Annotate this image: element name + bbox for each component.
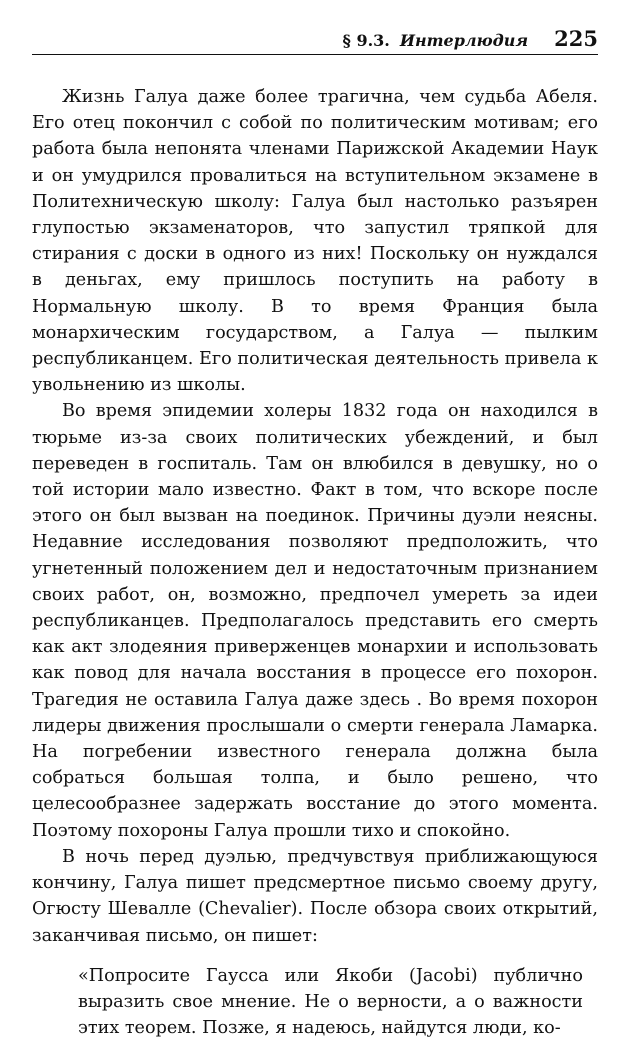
section-number: § 9.3. xyxy=(342,31,390,50)
paragraph-3: В ночь перед дуэлью, предчувствуя приближающуюся кончину, Галуа пишет предсмертное письмо своему другу, Огюсту Шевалле (Chevalier). После обзора своих открытий, заканчивая письмо, он пишет: xyxy=(32,846,598,946)
letter-quote: «Попросите Гаусса или Якоби (Jacobi) публично выразить свое мнение. Не о верности, а о важности этих теорем. Позже, я надеюсь, найдутся люди, ко- xyxy=(78,965,583,1039)
running-header xyxy=(32,26,598,54)
body-text xyxy=(32,84,598,1041)
section-title: Интерлюдия xyxy=(399,31,529,50)
header-rule xyxy=(32,54,598,55)
paragraph-1: Жизнь Галуа даже более трагична, чем судьба Абеля. Его отец покончил с собой по политическим мотивам; его работа была непонята членами Парижской Академии Наук и он умудрился провалиться на вступительном экзамене в Политехническую школу: Галуа был настолько разъярен глупостью экзаменаторов, что запустил тряпкой для стирания с доски в одного из них! Поскольку он нуждался в деньгах, ему пришлось поступить на работу в Нормальную школу. В то время Франция была монархическим государством, а Галуа — пылким республиканцем. Его политическая деятельность привела к увольнению из школы. xyxy=(32,87,598,396)
page-number: 225 xyxy=(554,26,598,51)
paragraph-2: Во время эпидемии холеры 1832 года он находился в тюрьме из-за своих политических убеждений, и был переведен в госпиталь. Там он влюбился в девушку, но о той истории мало известно. Факт в том, что вскоре после этого он был вызван на поединок. Причины дуэли неясны. Недавние исследования позволяют предположить, что угнетенный положением дел и недостаточным признанием своих работ, он, возможно, предпочел умереть за идеи республиканцев. Предполагалось представить его смерть как акт злодеяния приверженцев монархии и использовать как повод для начала восстания в процессе его похорон. Трагедия не оставила Галуа даже здесь . Во время похорон лидеры движения прослышали о смерти генерала Ламарка. На погребении известного генерала должна была собраться большая толпа, и было решено, что целесообразнее задержать восстание до этого момента. Поэтому похороны Галуа прошли тихо и спокойно. xyxy=(32,401,598,841)
